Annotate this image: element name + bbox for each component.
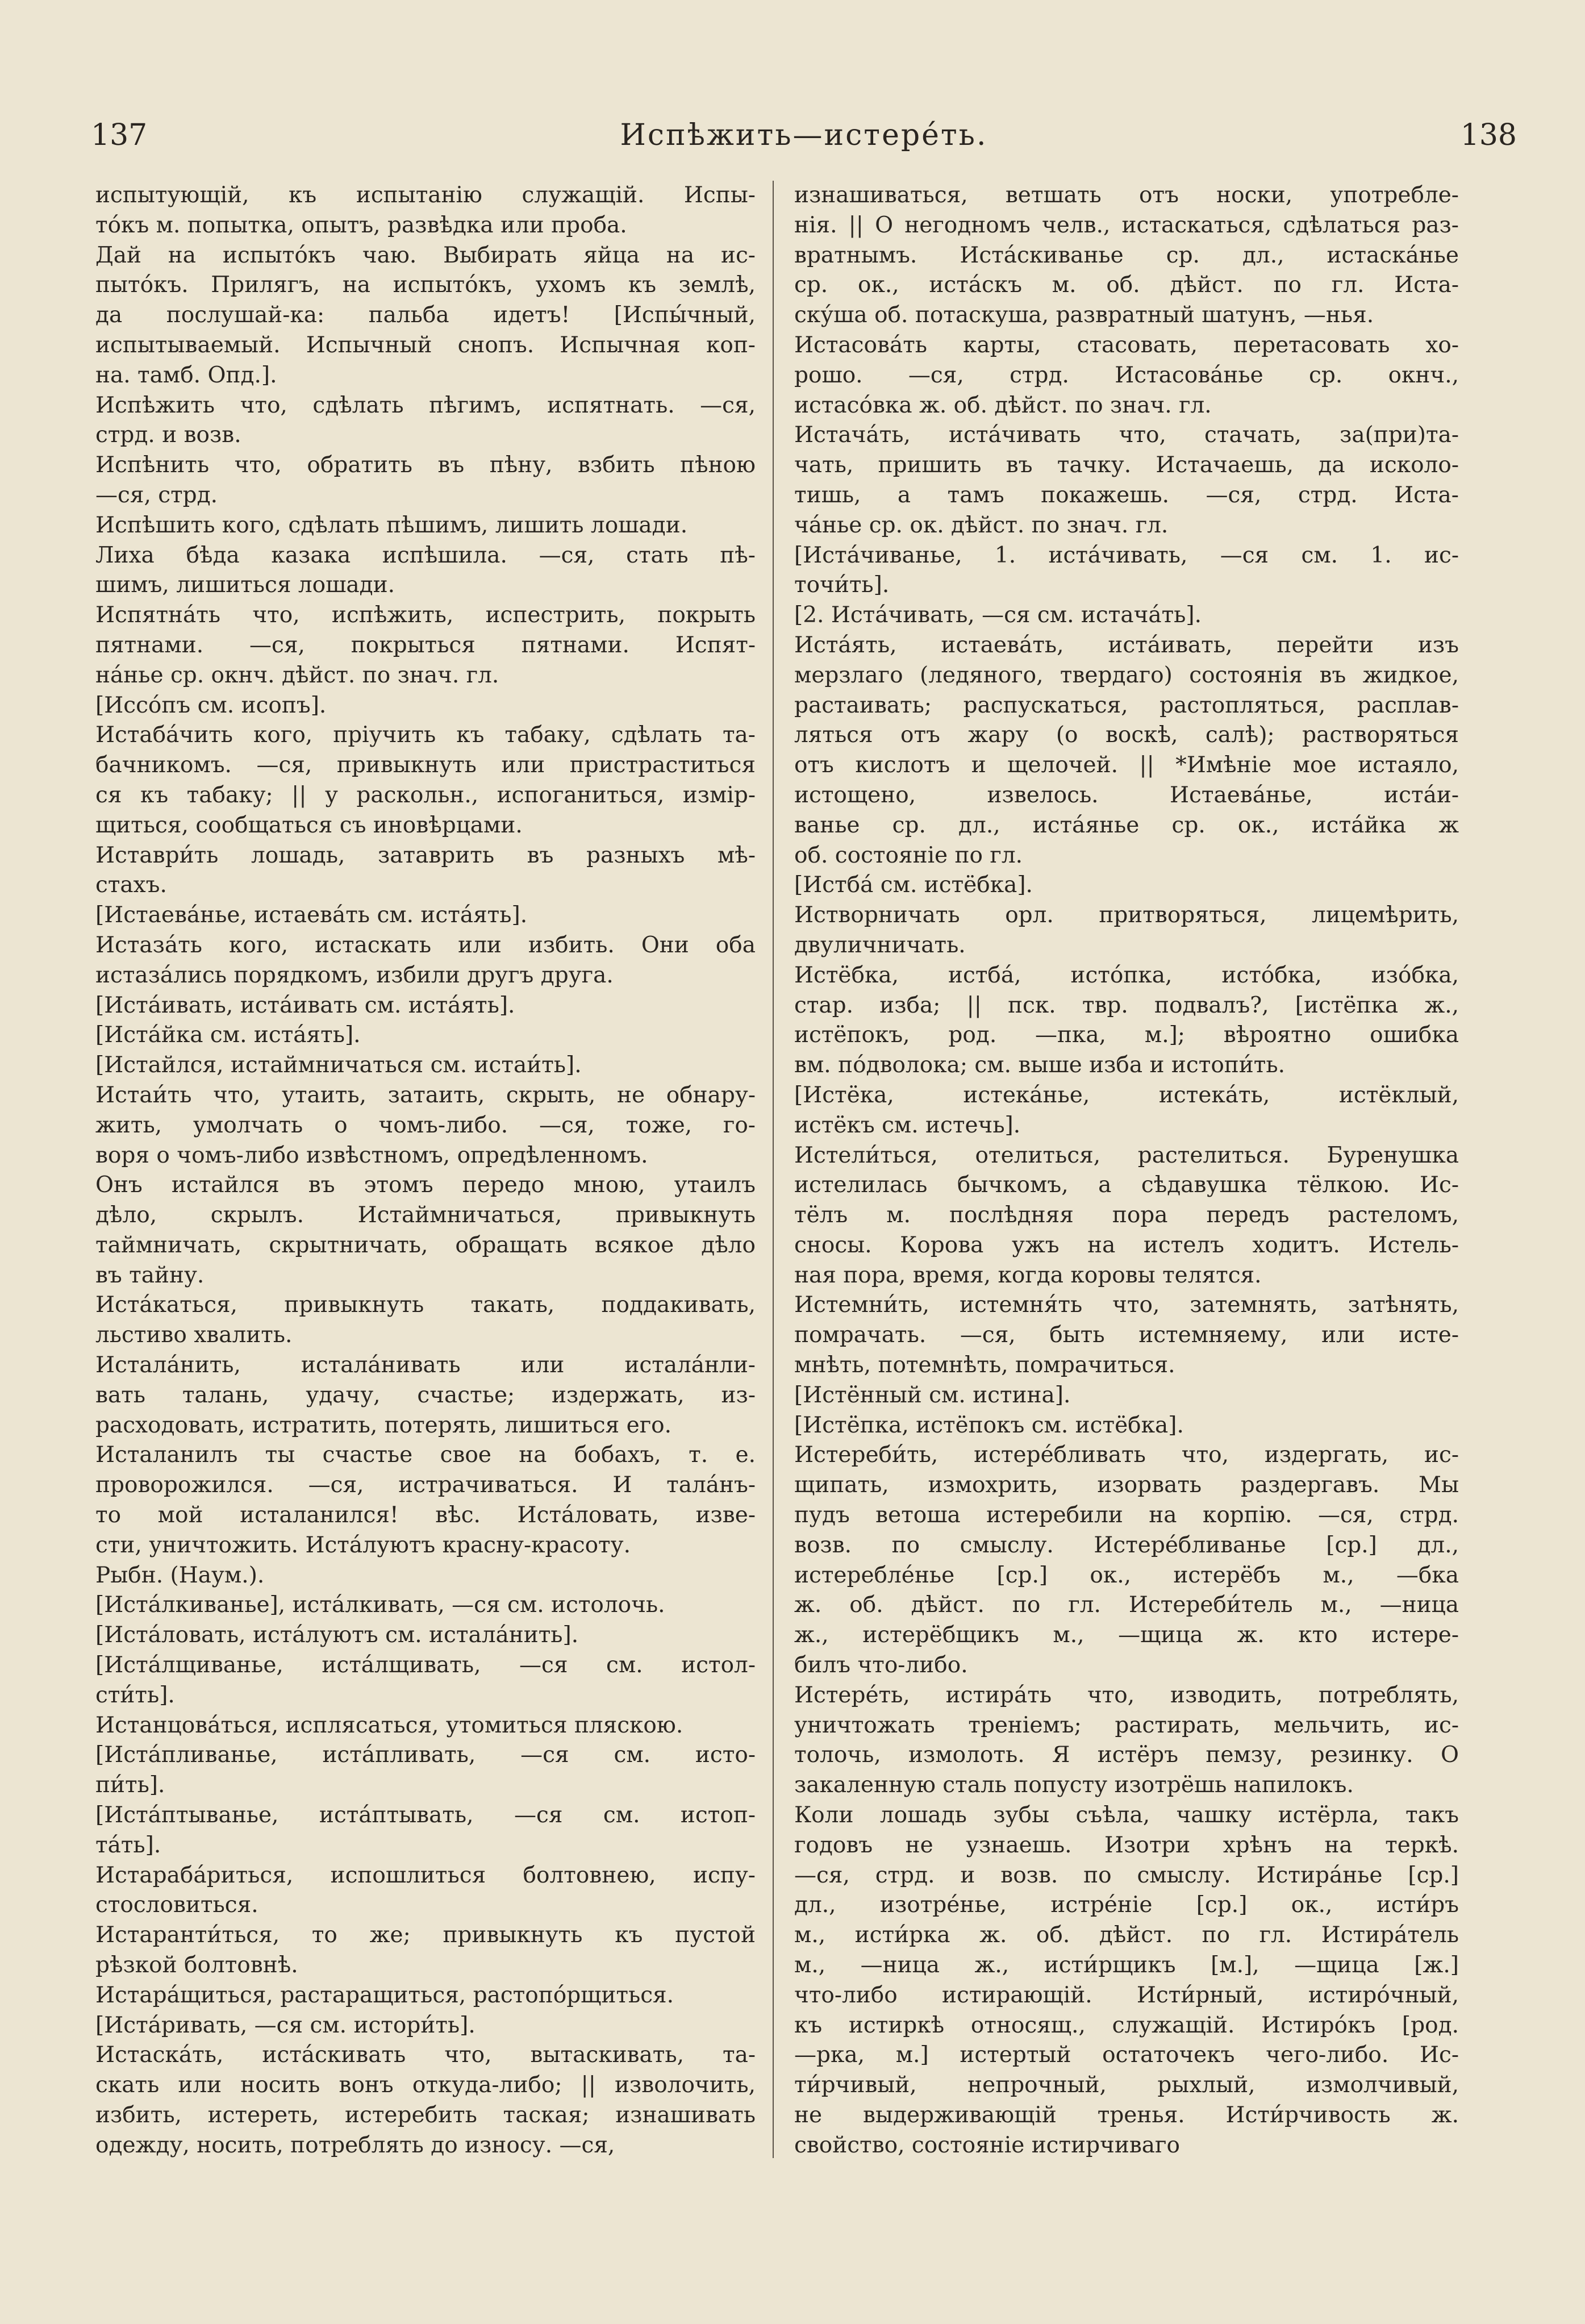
- text-line: сти́ть].: [95, 1682, 175, 1708]
- text-line: [Истёка, истека́нье, истека́ть, истёклый,: [794, 1082, 1459, 1108]
- text-line: [Истайлся, истаймничаться см. истаи́ть].: [95, 1052, 582, 1078]
- text-line: стар. изба; || пск. твр. подвалъ?, [истёпка ж.,: [794, 992, 1459, 1018]
- text-line: [Истба́ см. истёбка].: [794, 872, 1033, 898]
- text-line: пудъ ветоша истеребили на корпію. —ся, стрд.: [794, 1502, 1459, 1528]
- text-line: въ тайну.: [95, 1262, 205, 1288]
- text-line: [Иста́птыванье, иста́птывать, —ся см. истоп-: [95, 1802, 756, 1829]
- text-line: Истасова́ть карты, стасовать, перетасовать хо-: [794, 332, 1459, 358]
- text-line: Истели́ться, отелиться, растелиться. Буренушка: [794, 1142, 1459, 1168]
- text-line: —ся, стрд. и возв. по смыслу. Истира́нье [ср.]: [794, 1862, 1459, 1888]
- text-line: Истереби́ть, истере́бливать что, издергать, ис-: [794, 1442, 1459, 1468]
- text-line: то́къ м. попытка, опытъ, развѣдка или проба.: [95, 212, 627, 238]
- text-line: Исталанилъ ты счастье свое на бобахъ, т. е.: [95, 1442, 756, 1468]
- text-line: Истаранти́ться, то же; привыкнуть къ пустой: [95, 1922, 756, 1948]
- text-line: бачникомъ. —ся, привыкнуть или пристраститься: [95, 752, 756, 778]
- text-line: [Истёпка, истёпокъ см. истёбка].: [794, 1412, 1184, 1438]
- text-line: Истала́нить, истала́нивать или истала́нли-: [95, 1352, 756, 1378]
- text-line: истасо́вка ж. об. дѣйст. по знач. гл.: [794, 392, 1212, 418]
- text-line: дл., изотре́нье, истре́ніе [ср.] ок., исти́ръ: [794, 1892, 1459, 1918]
- text-line: таймничать, скрытничать, обращать всякое дѣло: [95, 1232, 756, 1258]
- text-line: мерзлаго (ледяного, твердаго) состоянія въ жидкое,: [794, 662, 1459, 688]
- text-line: Иста́ять, истаева́ть, иста́ивать, перейти изъ: [794, 632, 1459, 658]
- text-line: Испѣнить что, обратить въ пѣну, взбить пѣною: [95, 452, 756, 478]
- text-line: испытываемый. Испычный снопъ. Испычная коп-: [95, 332, 756, 358]
- text-line: годовъ не узнаешь. Изотри хрѣнъ на теркѣ.: [794, 1832, 1459, 1858]
- text-line: Истёбка, истба́, исто́пка, исто́бка, изо́бка,: [794, 962, 1459, 988]
- text-line: Истаи́ть что, утаить, затаить, скрыть, не обнару-: [95, 1082, 756, 1108]
- text-line: истелилась бычкомъ, а сѣдавушка тёлкою. Ис-: [794, 1172, 1459, 1198]
- text-line: ж., истерёбщикъ м., —щица ж. кто истере-: [794, 1622, 1459, 1648]
- column-divider: [773, 181, 774, 2158]
- text-line: испытующій, къ испытанію служащій. Испы-: [95, 182, 756, 208]
- text-line: [Истаева́нье, истаева́ть см. иста́ять].: [95, 902, 528, 928]
- text-line: ванье ср. дл., иста́янье ср. ок., иста́йка ж: [794, 812, 1459, 838]
- text-line: уничтожать треніемъ; растирать, мельчить, ис-: [794, 1712, 1459, 1738]
- text-line: Истара́щиться, растаращиться, растопо́рщиться.: [95, 1982, 674, 2008]
- text-line: [Иста́лкиванье], иста́лкивать, —ся см. истолочь.: [95, 1592, 665, 1618]
- text-line: м., исти́рка ж. об. дѣйст. по гл. Истира́тель: [794, 1922, 1459, 1948]
- text-line: [Иста́йка см. иста́ять].: [95, 1022, 361, 1048]
- text-line: то мой исталанился! вѣс. Иста́ловать, изве-: [95, 1502, 756, 1528]
- text-line: воря о чомъ-либо извѣстномъ, опредѣленномъ.: [95, 1142, 648, 1168]
- text-line: одежду, носить, потреблять до износу. —ся,: [95, 2132, 615, 2158]
- text-line: возв. по смыслу. Истере́бливанье [ср.] дл.,: [794, 1532, 1459, 1558]
- text-line: сносы. Корова ужъ на истелъ ходитъ. Истель-: [794, 1232, 1459, 1258]
- text-line: ча́нье ср. ок. дѣйст. по знач. гл.: [794, 512, 1169, 538]
- text-line: изнашиваться, ветшать отъ носки, употребле-: [794, 182, 1459, 208]
- text-line: щипать, измохрить, изорвать раздергавъ. Мы: [794, 1472, 1459, 1498]
- text-line: шимъ, лишиться лошади.: [95, 572, 395, 598]
- text-line: [Иссо́пъ см. исопъ].: [95, 692, 327, 718]
- text-line: ж. об. дѣйст. по гл. Истереби́тель м., —ница: [794, 1592, 1459, 1618]
- text-line: истеребле́нье [ср.] ок., истерёбъ м., —бка: [794, 1562, 1459, 1588]
- text-line: ску́ша об. потаскуша, развратный шатунъ, —нья.: [794, 302, 1374, 328]
- text-line: пятнами. —ся, покрыться пятнами. Испят-: [95, 632, 756, 658]
- text-line: [Истённый см. истина].: [794, 1382, 1071, 1408]
- text-line: мнѣть, потемнѣть, помрачиться.: [794, 1352, 1175, 1378]
- text-line: [Иста́ивать, иста́ивать см. иста́ять].: [95, 992, 515, 1018]
- text-line: на́нье ср. окнч. дѣйст. по знач. гл.: [95, 662, 499, 688]
- text-line: растаивать; распускаться, растопляться, расплав-: [794, 692, 1459, 718]
- text-line: свойство, состояніе истирчиваго: [794, 2132, 1180, 2158]
- text-line: двуличничать.: [794, 932, 966, 958]
- text-line: та́ть].: [95, 1832, 161, 1858]
- page-number-right: 138: [1460, 118, 1517, 152]
- text-line: стословиться.: [95, 1892, 258, 1918]
- text-line: истощено, извелось. Истаева́нье, иста́и-: [794, 782, 1459, 808]
- text-line: [Иста́пливанье, иста́пливать, —ся см. исто-: [95, 1742, 756, 1768]
- text-line: Истача́ть, иста́чивать что, стачать, за(при)та-: [794, 422, 1459, 448]
- text-line: скать или носить вонъ откуда-либо; || изволочить,: [95, 2072, 756, 2098]
- text-line: [Иста́лщиванье, иста́лщивать, —ся см. истол-: [95, 1652, 756, 1679]
- text-line: рѣзкой болтовнѣ.: [95, 1952, 298, 1979]
- text-line: расходовать, истратить, потерять, лишиться его.: [95, 1412, 671, 1438]
- text-line: Истаза́ть кого, истаскать или избить. Они оба: [95, 932, 756, 958]
- text-line: на. тамб. Опд.].: [95, 362, 277, 388]
- text-line: м., —ница ж., исти́рщикъ [м.], —щица [ж.]: [794, 1952, 1459, 1979]
- text-line: закаленную сталь попусту изотрёшь напилокъ.: [794, 1772, 1354, 1798]
- text-line: [2. Иста́чивать, —ся см. истача́ть].: [794, 602, 1202, 628]
- left-column: [95, 181, 756, 2192]
- text-line: да послушай-ка: пальба идетъ! [Испы́чный,: [95, 302, 756, 328]
- text-line: Истаба́чить кого, пріучить къ табаку, сдѣлать та-: [95, 722, 756, 748]
- text-line: точи́ть].: [794, 572, 890, 598]
- text-line: Испятна́ть что, испѣжить, испестрить, покрыть: [95, 602, 756, 628]
- text-line: толочь, измолоть. Я истёръ пемзу, резинку. О: [794, 1742, 1459, 1768]
- text-line: Онъ истайлся въ этомъ передо мною, утаилъ: [95, 1172, 756, 1198]
- text-line: тишь, а тамъ покажешь. —ся, стрд. Иста-: [794, 482, 1459, 508]
- text-line: Иставри́ть лошадь, затаврить въ разныхъ мѣ-: [95, 842, 756, 868]
- text-line: щиться, сообщаться съ иновѣрцами.: [95, 812, 523, 838]
- text-line: избить, истереть, истеребить таская; изнашивать: [95, 2102, 756, 2128]
- text-line: не выдерживающій тренья. Исти́рчивость ж.: [794, 2102, 1459, 2128]
- text-line: вм. по́дволока; см. выше изба и истопи́ть.: [794, 1052, 1285, 1078]
- text-line: отъ кислотъ и щелочей. || *Имѣніе мое истаяло,: [794, 752, 1459, 778]
- text-line: Дай на испыто́къ чаю. Выбирать яйца на ис-: [95, 242, 756, 268]
- running-title: Испѣжить—истере́ть.: [620, 118, 988, 152]
- text-line: пи́ть].: [95, 1772, 165, 1798]
- text-line: къ истиркѣ относящ., служащій. Истиро́къ [род.: [794, 2012, 1459, 2038]
- text-line: [Иста́чиванье, 1. иста́чивать, —ся см. 1. ис-: [794, 542, 1459, 568]
- text-line: об. состояніе по гл.: [794, 842, 1023, 868]
- text-line: истаза́лись порядкомъ, избили другъ друга.: [95, 962, 614, 988]
- text-line: Истаска́ть, иста́скивать что, вытаскивать, та-: [95, 2042, 756, 2068]
- text-line: Истере́ть, истира́ть что, изводить, потреблять,: [794, 1682, 1459, 1708]
- text-line: вратнымъ. Иста́скиванье ср. дл., истаска́нье: [794, 242, 1459, 268]
- text-line: Истараба́риться, испошлиться болтовнею, испу-: [95, 1862, 756, 1888]
- text-line: Рыбн. (Наум.).: [95, 1562, 265, 1588]
- right-column: [794, 181, 1459, 2158]
- text-line: билъ что-либо.: [794, 1652, 968, 1679]
- text-line: ти́рчивый, непрочный, рыхлый, измолчивый,: [794, 2072, 1459, 2098]
- text-line: истёкъ см. истечь].: [794, 1112, 1021, 1138]
- text-line: Лиха бѣда казака испѣшила. —ся, стать пѣ-: [95, 542, 756, 568]
- text-line: жить, умолчать о чомъ-либо. —ся, тоже, го-: [95, 1112, 756, 1138]
- text-line: пыто́къ. Прилягъ, на испыто́къ, ухомъ къ землѣ,: [95, 272, 756, 298]
- text-line: нія. || О негодномъ челв., истаскаться, сдѣлаться раз-: [794, 212, 1459, 238]
- text-line: сти, уничтожить. Иста́луютъ красну-красоту.: [95, 1532, 631, 1558]
- text-line: Коли лошадь зубы съѣла, чашку истёрла, такъ: [794, 1802, 1459, 1829]
- text-line: ная пора, время, когда коровы телятся.: [794, 1262, 1262, 1288]
- text-line: Истемни́ть, истемня́ть что, затемнять, затѣнять,: [794, 1292, 1459, 1318]
- text-line: [Иста́ривать, —ся см. истори́ть].: [95, 2012, 476, 2038]
- text-line: чать, пришить въ тачку. Истачаешь, да исколо-: [794, 452, 1459, 478]
- text-line: что-либо истирающій. Исти́рный, истиро́чный,: [794, 1982, 1459, 2008]
- text-line: Иста́каться, привыкнуть такать, поддакивать,: [95, 1292, 756, 1318]
- text-line: Испѣжить что, сдѣлать пѣгимъ, испятнать. —ся,: [95, 392, 756, 418]
- page-header: [91, 118, 1517, 164]
- text-line: рошо. —ся, стрд. Истасова́нье ср. окнч.,: [794, 362, 1459, 388]
- text-line: стахъ.: [95, 872, 167, 898]
- text-line: [Иста́ловать, иста́луютъ см. истала́нить].: [95, 1622, 579, 1648]
- text-line: дѣло, скрылъ. Истаймничаться, привыкнуть: [95, 1202, 756, 1228]
- page-number-left: 137: [91, 118, 148, 152]
- text-line: истёпокъ, род. —пка, м.]; вѣроятно ошибка: [794, 1022, 1459, 1048]
- text-line: ляться отъ жару (о воскѣ, салѣ); растворяться: [794, 722, 1459, 748]
- text-line: ср. ок., иста́скъ м. об. дѣйст. по гл. Иста-: [794, 272, 1459, 298]
- text-line: помрачать. —ся, быть истемняему, или исте-: [794, 1322, 1459, 1348]
- text-line: проворожился. —ся, истрачиваться. И тала́нъ-: [95, 1472, 756, 1498]
- text-line: стрд. и возв.: [95, 422, 241, 448]
- text-line: вать талань, удачу, счастье; издержать, из-: [95, 1382, 756, 1408]
- text-line: Испѣшить кого, сдѣлать пѣшимъ, лишить лошади.: [95, 512, 688, 538]
- text-line: —рка, м.] истертый остаточекъ чего-либо. Ис-: [794, 2042, 1459, 2068]
- text-line: Истанцова́ться, исплясаться, утомиться пляскою.: [95, 1712, 683, 1738]
- text-line: льстиво хвалить.: [95, 1322, 293, 1348]
- text-line: ся къ табаку; || у раскольн., испоганиться, измір-: [95, 782, 756, 808]
- text-line: —ся, стрд.: [95, 482, 218, 508]
- text-line: Истворничать орл. притворяться, лицемѣрить,: [794, 902, 1459, 928]
- text-line: тёлъ м. послѣдняя пора передъ растеломъ,: [794, 1202, 1459, 1228]
